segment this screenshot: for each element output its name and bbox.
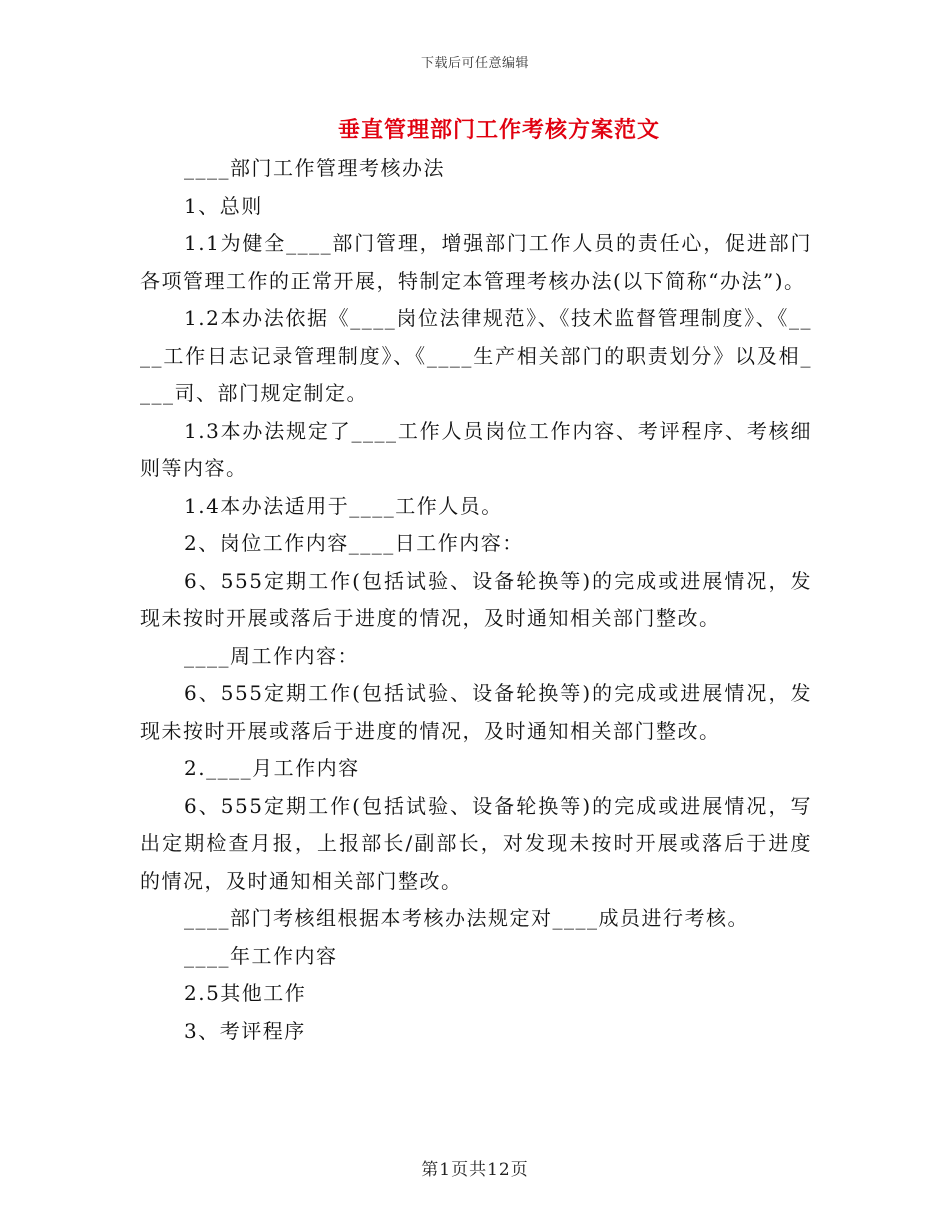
paragraph: ____部门考核组根据本考核办法规定对____成员进行考核。: [184, 906, 749, 930]
paragraph: ____年工作内容: [184, 943, 338, 968]
document-title: 垂直管理部门工作考核方案范文: [337, 117, 660, 143]
paragraph: 6、555定期工作(包括试验、设备轮换等)的完成或进展情况，发现未按时开展或落后于进度的情况，及时通知相关部门整改。: [140, 568, 812, 630]
paragraph: 2.5其他工作: [184, 981, 307, 1005]
paragraph: ____周工作内容：: [184, 643, 359, 668]
paragraph: 1.3本办法规定了____工作人员岗位工作内容、考评程序、考核细则等内容。: [140, 418, 812, 480]
page-number-footer: 第1页共12页: [421, 1160, 529, 1180]
document-body: [140, 150, 812, 1050]
header-note: 下载后可任意编辑: [420, 56, 529, 71]
paragraph: 3、考评程序: [184, 1018, 306, 1043]
paragraph: 2、岗位工作内容____日工作内容：: [184, 531, 524, 555]
paragraph: 1.4本办法适用于____工作人员。: [184, 493, 503, 518]
paragraph: 2.____月工作内容: [184, 756, 360, 780]
paragraph: 6、555定期工作(包括试验、设备轮换等)的完成或进展情况，发现未按时开展或落后于进度的情况，及时通知相关部门整改。: [140, 681, 812, 743]
paragraph: ____部门工作管理考核办法: [184, 156, 445, 180]
paragraph: 6、555定期工作(包括试验、设备轮换等)的完成或进展情况，写出定期检查月报，上报部长/副部长，对发现未按时开展或落后于进度的情况，及时通知相关部门整改。: [140, 793, 812, 893]
paragraph: 1.2本办法依据《____岗位法律规范》、《技术监督管理制度》、《____工作日志记录管理制度》、《____生产相关部门的职责划分》以及相____司、部门规定制定。: [140, 306, 812, 405]
paragraph: 1、总则: [184, 193, 263, 218]
paragraph: 1.1为健全____部门管理，增强部门工作人员的责任心，促进部门各项管理工作的正常开展，特制定本管理考核办法(以下简称“办法”)。: [140, 231, 812, 293]
